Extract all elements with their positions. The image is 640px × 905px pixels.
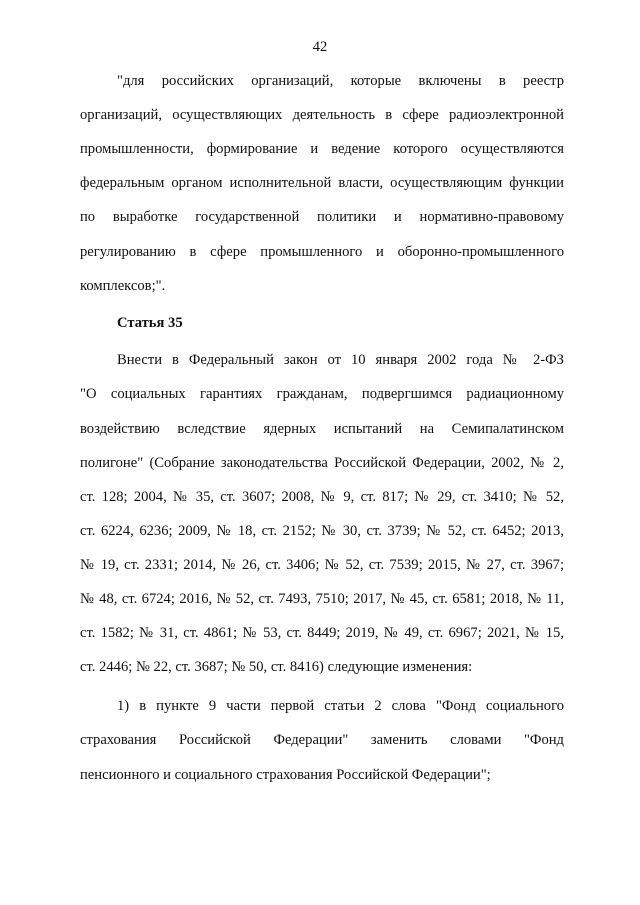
text-line: воздействию вследствие ядерных испытаний на Семипалатинском: [80, 421, 564, 437]
text-line: № 48, ст. 6724; 2016, № 52, ст. 7493, 7510; 2017, № 45, ст. 6581; 2018, № 11,: [80, 591, 564, 607]
text-line: федеральным органом исполнительной власти, осуществляющим функции: [80, 175, 564, 191]
text-line: "для российских организаций, которые включены в реестр: [117, 73, 564, 89]
text-line: пенсионного и социального страхования Российской Федерации";: [80, 767, 491, 783]
text-line: по выработке государственной политики и нормативно-правовому: [80, 209, 564, 225]
text-line: 1) в пункте 9 части первой статьи 2 слова "Фонд социального: [117, 698, 564, 714]
text-line: полигоне" (Собрание законодательства Российской Федерации, 2002, № 2,: [80, 455, 564, 471]
text-line: "О социальных гарантиях гражданам, подвергшимся радиационному: [80, 386, 564, 402]
text-line: Внести в Федеральный закон от 10 января 2002 года № 2-ФЗ: [117, 352, 564, 368]
text-line: регулированию в сфере промышленного и оборонно-промышленного: [80, 244, 564, 260]
text-line: № 19, ст. 2331; 2014, № 26, ст. 3406; № 52, ст. 7539; 2015, № 27, ст. 3967;: [80, 557, 564, 573]
text-line: организаций, осуществляющих деятельность в сфере радиоэлектронной: [80, 107, 564, 123]
text-line: комплексов;".: [80, 278, 166, 294]
page-number: 42: [312, 39, 328, 55]
text-line: ст. 128; 2004, № 35, ст. 3607; 2008, № 9, ст. 817; № 29, ст. 3410; № 52,: [80, 489, 564, 505]
text-line: страхования Российской Федерации" заменить словами "Фонд: [80, 732, 564, 748]
article-heading: Статья 35: [117, 315, 183, 331]
text-line: промышленности, формирование и ведение которого осуществляются: [80, 141, 564, 157]
text-line: ст. 6224, 6236; 2009, № 18, ст. 2152; № 30, ст. 3739; № 52, ст. 6452; 2013,: [80, 523, 564, 539]
text-line: ст. 2446; № 22, ст. 3687; № 50, ст. 8416) следующие изменения:: [80, 659, 473, 675]
text-line: ст. 1582; № 31, ст. 4861; № 53, ст. 8449; 2019, № 49, ст. 6967; 2021, № 15,: [80, 625, 564, 641]
